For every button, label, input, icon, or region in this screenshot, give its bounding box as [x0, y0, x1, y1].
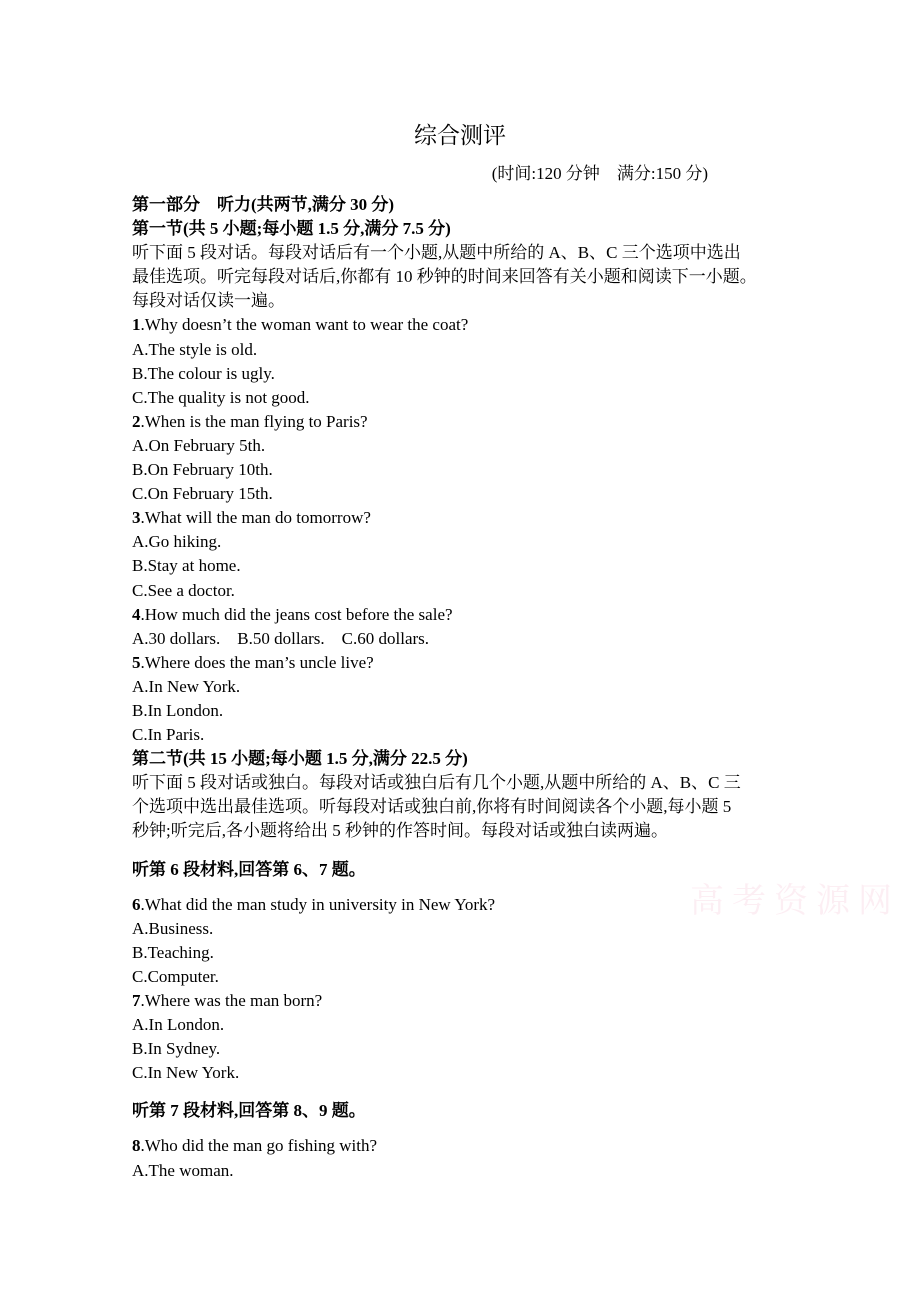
answer-option: A.30 dollars. B.50 dollars. C.60 dollars. — [132, 628, 430, 648]
question-number: 1 — [132, 315, 141, 335]
answer-option: A.In London. — [132, 1015, 225, 1035]
instruction-line: 每段对话仅读一遍。 — [132, 291, 285, 311]
group-questions — [132, 1134, 802, 1182]
question — [132, 506, 802, 602]
question-stem — [132, 989, 802, 1013]
question-stem — [132, 1134, 802, 1158]
question — [132, 313, 802, 409]
answer-option: A.Business. — [132, 918, 214, 938]
document-page — [132, 120, 802, 1183]
question-text: .Where does the man’s uncle live? — [140, 652, 374, 672]
instruction-line: 最佳选项。听完每段对话后,你都有 10 秒钟的时间来回答有关小题和阅读下一小题。 — [132, 267, 757, 287]
section1-questions — [132, 313, 802, 747]
question-number: 2 — [132, 411, 141, 431]
question — [132, 603, 802, 651]
question-text: .When is the man flying to Paris? — [140, 411, 368, 431]
answer-option: C.In Paris. — [132, 725, 205, 745]
question-number: 6 — [132, 894, 141, 914]
question-number: 5 — [132, 652, 141, 672]
section2-heading: 第二节(共 15 小题;每小题 1.5 分,满分 22.5 分) — [132, 749, 468, 769]
question — [132, 1134, 802, 1182]
question-stem — [132, 410, 802, 434]
instruction-line: 个选项中选出最佳选项。听每段对话或独白前,你将有时间阅读各个小题,每小题 5 — [132, 797, 732, 817]
answer-option: A.Go hiking. — [132, 532, 222, 552]
page-title: 综合测评 — [414, 123, 506, 149]
group-heading: 听第 6 段材料,回答第 6、7 题。 — [132, 859, 366, 879]
answer-option: C.On February 15th. — [132, 484, 273, 504]
question-text: .What did the man study in university in New York? — [140, 894, 496, 914]
question — [132, 989, 802, 1085]
section1-instructions — [132, 241, 802, 313]
answer-option: C.The quality is not good. — [132, 387, 310, 407]
instruction-line: 秒钟;听完后,各小题将给出 5 秒钟的作答时间。每段对话或独白读两遍。 — [132, 821, 668, 841]
answer-option: A.On February 5th. — [132, 435, 266, 455]
question — [132, 651, 802, 747]
answer-option: B.Stay at home. — [132, 556, 241, 576]
answer-option: B.On February 10th. — [132, 460, 273, 480]
watermark: 高考资源网 — [690, 881, 900, 921]
question — [132, 410, 802, 506]
instruction-line: 听下面 5 段对话或独白。每段对话或独白后有几个小题,从题中所给的 A、B、C 三 — [132, 773, 741, 793]
question-stem — [132, 651, 802, 675]
answer-option: A.In New York. — [132, 676, 241, 696]
exam-time-score: (时间:120 分钟 满分:150 分) — [491, 164, 708, 183]
answer-option: A.The style is old. — [132, 339, 258, 359]
question-text: .Why doesn’t the woman want to wear the coat? — [140, 315, 469, 335]
question-stem — [132, 506, 802, 530]
question-stem — [132, 603, 802, 627]
question-number: 7 — [132, 991, 141, 1010]
question-text: .Where was the man born? — [140, 991, 323, 1010]
answer-option: B.In London. — [132, 700, 224, 720]
answer-option: C.In New York. — [132, 1063, 240, 1083]
instruction-line: 听下面 5 段对话。每段对话后有一个小题,从题中所给的 A、B、C 三个选项中选出 — [132, 243, 741, 263]
section2-instructions — [132, 771, 802, 843]
question-stem — [132, 313, 802, 337]
answer-option: B.The colour is ugly. — [132, 363, 275, 383]
answer-option: B.Teaching. — [132, 942, 214, 962]
group-heading: 听第 7 段材料,回答第 8、9 题。 — [132, 1101, 366, 1121]
question-text: .Who did the man go fishing with? — [140, 1136, 378, 1156]
answer-option: B.In Sydney. — [132, 1039, 221, 1059]
question-number: 8 — [132, 1136, 141, 1156]
answer-option: A.The woman. — [132, 1160, 234, 1180]
question-number: 3 — [132, 508, 141, 528]
question-number: 4 — [132, 604, 141, 624]
section1-heading: 第一节(共 5 小题;每小题 1.5 分,满分 7.5 分) — [132, 219, 451, 239]
answer-option: C.Computer. — [132, 966, 219, 986]
question-text: .What will the man do tomorrow? — [140, 508, 371, 528]
answer-option: C.See a doctor. — [132, 580, 235, 600]
question-text: .How much did the jeans cost before the sale? — [140, 604, 453, 624]
part1-heading: 第一部分 听力(共两节,满分 30 分) — [132, 195, 395, 214]
